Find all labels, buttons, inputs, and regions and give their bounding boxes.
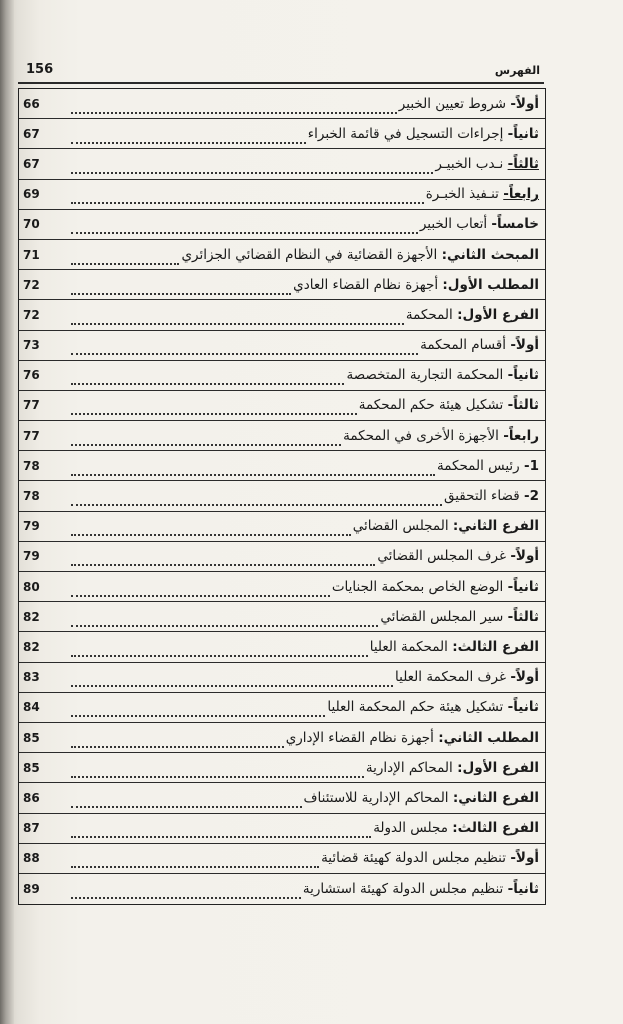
toc-entry-title: تنظيم مجلس الدولة كهيئة قضائية — [321, 850, 511, 867]
toc-entry-title: الأجهزة الأخرى في المحكمة — [343, 427, 504, 444]
toc-entry-label: الفرع الثاني: — [452, 518, 539, 535]
toc-row — [19, 844, 545, 874]
table-of-contents — [18, 88, 546, 905]
leader-dots — [71, 490, 442, 506]
toc-row — [19, 481, 545, 511]
toc-entry-title: المحكمة — [405, 306, 458, 323]
toc-page-number: 85 — [23, 730, 40, 745]
leader-dots — [71, 279, 291, 295]
leader-dots — [71, 369, 344, 385]
toc-entry-title: مجلس الدولة — [373, 820, 453, 837]
toc-entry — [353, 518, 545, 534]
toc-page-number: 66 — [23, 96, 40, 111]
toc-page-number: 80 — [23, 579, 40, 594]
toc-row — [19, 300, 545, 330]
toc-row — [19, 180, 545, 210]
toc-entry — [293, 277, 545, 293]
toc-entry-title: المحكمة التجارية المتخصصة — [346, 367, 508, 384]
toc-entry-title: أقسام المحكمة — [420, 337, 511, 354]
book-spine-shadow — [0, 0, 14, 1024]
toc-row — [19, 693, 545, 723]
toc-page-number: 67 — [23, 156, 40, 171]
toc-entry-label: الفرع الثاني: — [452, 789, 539, 806]
toc-entry — [377, 548, 545, 564]
leader-dots — [71, 430, 341, 446]
toc-entry — [444, 488, 545, 504]
toc-row — [19, 663, 545, 693]
leader-dots — [71, 158, 433, 174]
toc-entry-title: نـدب الخبيـر — [435, 155, 508, 172]
toc-entry-title: قضاء التحقيق — [443, 488, 524, 505]
toc-row — [19, 632, 545, 662]
leader-dots — [71, 128, 306, 144]
toc-entry-label: ثانياً- — [507, 699, 539, 716]
toc-entry-label: الفرع الثالث: — [452, 820, 539, 837]
toc-entry-label: المطلب الأول: — [442, 276, 539, 293]
header-rule — [18, 82, 544, 84]
toc-page-number: 89 — [23, 881, 40, 896]
toc-entry-label: الفرع الثالث: — [452, 638, 539, 655]
toc-entry — [308, 126, 545, 142]
toc-row — [19, 270, 545, 300]
toc-page-number: 73 — [23, 338, 40, 353]
toc-entry — [321, 850, 545, 866]
toc-page-number: 84 — [23, 700, 40, 715]
leader-dots — [71, 550, 375, 566]
toc-entry — [370, 639, 545, 655]
toc-page-number: 78 — [23, 458, 40, 473]
toc-row — [19, 874, 545, 904]
toc-row — [19, 331, 545, 361]
leader-dots — [71, 309, 404, 325]
toc-entry-label: ثانياً- — [507, 125, 539, 142]
toc-row — [19, 149, 545, 179]
toc-page-number: 67 — [23, 126, 40, 141]
toc-entry-label: المبحث الثاني: — [441, 246, 539, 263]
toc-entry-label: ثالثاً- — [507, 608, 539, 625]
toc-page-number: 79 — [23, 549, 40, 564]
leader-dots — [71, 611, 378, 627]
toc-entry-title: تشكيل هيئة حكم المحكمة العليا — [327, 699, 508, 716]
leader-dots — [71, 701, 325, 717]
toc-entry-label: 2- — [523, 488, 539, 505]
toc-page-number: 77 — [23, 428, 40, 443]
toc-page-number: 76 — [23, 368, 40, 383]
toc-row — [19, 814, 545, 844]
toc-entry-label: رابعاً- — [503, 427, 539, 444]
toc-page-number: 83 — [23, 670, 40, 685]
toc-entry-label: ثانياً- — [507, 880, 539, 897]
toc-page-number: 72 — [23, 307, 40, 322]
leader-dots — [71, 399, 357, 415]
toc-page-number: 88 — [23, 851, 40, 866]
toc-entry-title: تنـفيذ الخبـرة — [425, 186, 504, 203]
toc-entry — [373, 820, 545, 836]
page-header — [18, 58, 542, 82]
toc-row — [19, 753, 545, 783]
leader-dots — [71, 581, 330, 597]
toc-row — [19, 361, 545, 391]
toc-entry — [303, 881, 545, 897]
toc-entry-label: أولاً- — [510, 850, 539, 867]
toc-row — [19, 572, 545, 602]
toc-entry-title: سير المجلس القضائي — [380, 608, 508, 625]
toc-entry — [366, 760, 545, 776]
toc-entry — [426, 186, 545, 202]
toc-page-number: 86 — [23, 790, 40, 805]
leader-dots — [71, 732, 284, 748]
leader-dots — [71, 762, 364, 778]
toc-entry-title: المحكمة العليا — [369, 638, 453, 655]
toc-entry-title: رئيس المحكمة — [436, 457, 524, 474]
leader-dots — [71, 188, 424, 204]
toc-entry-title: غرف المحكمة العليا — [395, 669, 511, 686]
toc-entry-label: ثالثاً- — [507, 155, 539, 172]
toc-entry-label: ثالثاً- — [507, 397, 539, 414]
toc-entry-label: أولاً- — [510, 337, 539, 354]
toc-entry-label: رابعاً- — [503, 186, 539, 203]
leader-dots — [71, 249, 179, 265]
leader-dots — [71, 792, 302, 808]
leader-dots — [71, 671, 393, 687]
toc-entry-label: أولاً- — [510, 548, 539, 565]
toc-entry — [286, 730, 545, 746]
toc-entry-label: 1- — [523, 457, 539, 474]
toc-entry-label: الفرع الأول: — [457, 306, 539, 323]
toc-page-number: 87 — [23, 821, 40, 836]
toc-entry-label: الفرع الأول: — [457, 759, 539, 776]
toc-entry-title: إجراءات التسجيل في قائمة الخبراء — [307, 125, 508, 142]
toc-entry-title: تشكيل هيئة حكم المحكمة — [358, 397, 508, 414]
toc-entry — [181, 247, 545, 263]
toc-page-number: 82 — [23, 609, 40, 624]
toc-page-number: 69 — [23, 187, 40, 202]
toc-entry — [395, 669, 545, 685]
toc-page-number: 71 — [23, 247, 40, 262]
toc-row — [19, 89, 545, 119]
toc-entry-title: المحاكم الإدارية — [365, 759, 458, 776]
toc-entry-title: غرف المجلس القضائي — [377, 548, 511, 565]
toc-row — [19, 512, 545, 542]
toc-row — [19, 542, 545, 572]
toc-entry-label: ثانياً- — [507, 367, 539, 384]
toc-page-number: 72 — [23, 277, 40, 292]
toc-entry-label: المطلب الثاني: — [438, 729, 539, 746]
toc-page-number: 85 — [23, 760, 40, 775]
toc-row — [19, 119, 545, 149]
toc-entry — [420, 216, 545, 232]
toc-row — [19, 602, 545, 632]
toc-row — [19, 451, 545, 481]
toc-row — [19, 421, 545, 451]
toc-entry — [420, 337, 545, 353]
toc-entry-label: أولاً- — [510, 669, 539, 686]
toc-row — [19, 723, 545, 753]
toc-entry-title: المحاكم الإدارية للاستئناف — [303, 789, 453, 806]
toc-page-number: 79 — [23, 519, 40, 534]
toc-entry-title: الأجهزة القضائية في النظام القضائي الجزائري — [181, 246, 442, 263]
toc-page-number: 82 — [23, 639, 40, 654]
toc-entry-label: ثانياً- — [507, 578, 539, 595]
toc-entry — [346, 367, 545, 383]
toc-entry-label: خامساً- — [491, 216, 539, 233]
toc-row — [19, 783, 545, 813]
leader-dots — [71, 460, 435, 476]
toc-page-number: 77 — [23, 398, 40, 413]
leader-dots — [71, 339, 418, 355]
toc-entry — [380, 609, 545, 625]
toc-row — [19, 391, 545, 421]
leader-dots — [71, 520, 351, 536]
toc-row — [19, 210, 545, 240]
page-number: 156 — [26, 62, 54, 77]
toc-entry-title: المجلس القضائي — [352, 518, 453, 535]
leader-dots — [71, 218, 418, 234]
toc-entry — [399, 96, 545, 112]
toc-entry-label: أولاً- — [510, 95, 539, 112]
toc-entry — [332, 579, 545, 595]
leader-dots — [71, 822, 371, 838]
toc-row — [19, 240, 545, 270]
toc-entry — [406, 307, 545, 323]
section-title: الفهرس — [494, 64, 540, 77]
toc-entry — [343, 428, 545, 444]
toc-entry — [359, 397, 545, 413]
leader-dots — [71, 98, 397, 114]
toc-entry-title: الوضع الخاص بمحكمة الجنايات — [331, 578, 508, 595]
toc-entry — [304, 790, 545, 806]
toc-entry-title: تنظيم مجلس الدولة كهيئة استشارية — [302, 880, 508, 897]
toc-entry — [435, 156, 545, 172]
toc-entry — [437, 458, 545, 474]
toc-entry-title: شروط تعيين الخبير — [398, 95, 511, 112]
toc-page-number: 78 — [23, 489, 40, 504]
toc-page-number: 70 — [23, 217, 40, 232]
toc-entry-title: أجهزة نظام القضاء العادي — [293, 276, 443, 293]
toc-entry-title: أتعاب الخبير — [419, 216, 492, 233]
toc-entry — [327, 699, 545, 715]
leader-dots — [71, 852, 319, 868]
leader-dots — [71, 641, 368, 657]
toc-entry-title: أجهزة نظام القضاء الإداري — [285, 729, 439, 746]
leader-dots — [71, 883, 301, 899]
